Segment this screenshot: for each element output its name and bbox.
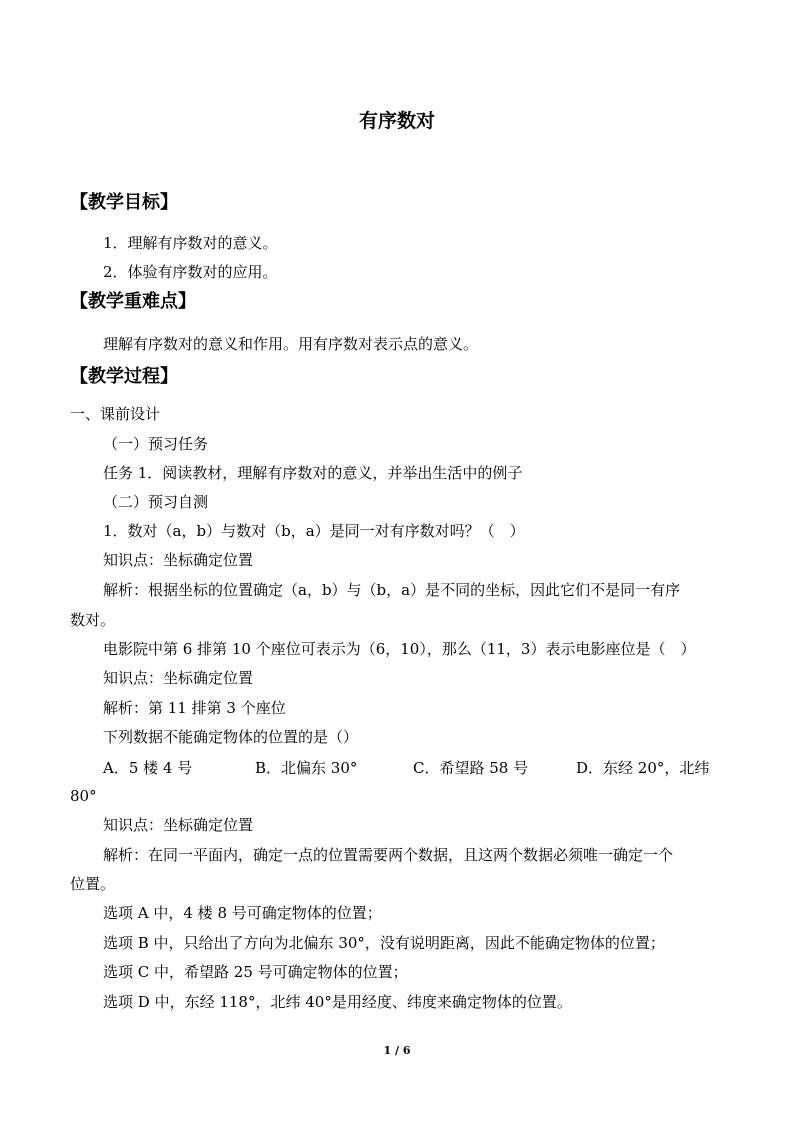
question-3-analysis: 解析：在同一平面内，确定一点的位置需要两个数据，且这两个数据必须唯一确定一个 bbox=[103, 846, 674, 864]
heading-key-points: 【教学重难点】 bbox=[70, 291, 196, 312]
question-3-knowledge-point: 知识点：坐标确定位置 bbox=[103, 816, 254, 834]
subheading-self-test: （二）预习自测 bbox=[103, 493, 209, 511]
option-d-explanation: 选项 D 中，东经 118°，北纬 40°是用经度、纬度来确定物体的位置。 bbox=[103, 993, 572, 1011]
key-points-text: 理解有序数对的意义和作用。用有序数对表示点的意义。 bbox=[103, 335, 479, 353]
question-1: 1．数对（a，b）与数对（b，a）是同一对有序数对吗？（ ） bbox=[103, 522, 525, 540]
part-heading-pre-class: 一、课前设计 bbox=[70, 405, 161, 423]
question-2-analysis: 解析：第 11 排第 3 个座位 bbox=[103, 699, 286, 717]
question-2: 电影院中第 6 排第 10 个座位可表示为（6，10），那么（11，3）表示电影座位是（ ） bbox=[103, 640, 696, 658]
heading-teaching-process: 【教学过程】 bbox=[70, 366, 178, 387]
question-2-knowledge-point: 知识点：坐标确定位置 bbox=[103, 669, 254, 687]
task-1-text: 任务 1．阅读教材，理解有序数对的意义，并举出生活中的例子 bbox=[103, 464, 523, 482]
choice-b: B．北偏东 30° bbox=[255, 759, 358, 777]
choice-d-cont: 80° bbox=[70, 787, 97, 805]
choice-d: D．东经 20°，北纬 bbox=[576, 759, 710, 777]
question-1-knowledge-point: 知识点：坐标确定位置 bbox=[103, 551, 254, 569]
choice-a: A．5 楼 4 号 bbox=[103, 759, 193, 777]
question-1-analysis: 解析：根据坐标的位置确定（a，b）与（b，a）是不同的坐标，因此它们不是同一有序 bbox=[103, 581, 681, 599]
subheading-preview-task: （一）预习任务 bbox=[103, 435, 209, 453]
document-title: 有序数对 bbox=[358, 110, 435, 132]
question-3-analysis-cont: 位置。 bbox=[70, 875, 116, 893]
choice-c: C．希望路 58 号 bbox=[413, 759, 529, 777]
heading-teaching-goals: 【教学目标】 bbox=[70, 192, 178, 213]
question-1-analysis-cont: 数对。 bbox=[70, 611, 116, 629]
option-c-explanation: 选项 C 中，希望路 25 号可确定物体的位置； bbox=[103, 963, 408, 981]
option-a-explanation: 选项 A 中，4 楼 8 号可确定物体的位置； bbox=[103, 904, 382, 922]
option-b-explanation: 选项 B 中，只给出了方向为北偏东 30°，没有说明距离，因此不能确定物体的位置； bbox=[103, 934, 665, 952]
page-number: 1 / 6 bbox=[383, 1044, 411, 1057]
goal-item-2: 2．体验有序数对的应用。 bbox=[103, 263, 278, 281]
question-3: 下列数据不能确定物体的位置的是（） bbox=[103, 728, 359, 746]
goal-item-1: 1．理解有序数对的意义。 bbox=[103, 234, 278, 252]
